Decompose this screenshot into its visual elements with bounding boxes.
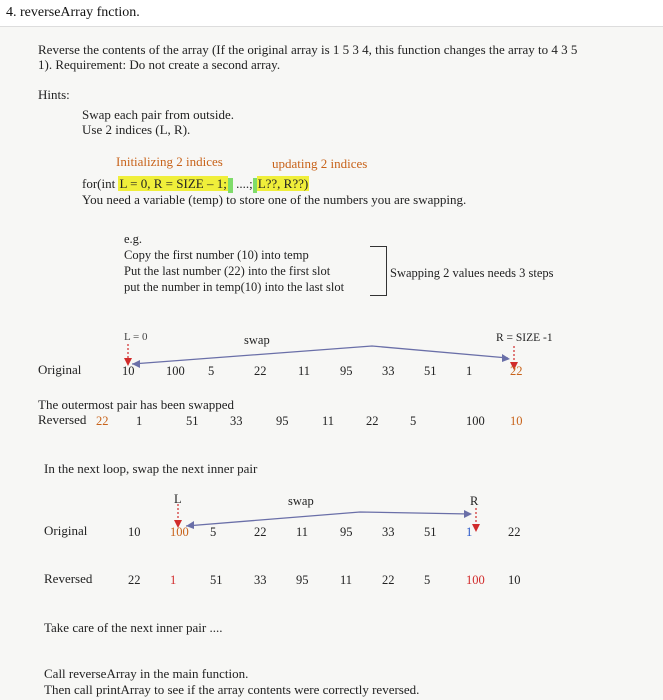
step-3: put the number in temp(10) into the last slot [124, 280, 345, 294]
r-label: R [470, 494, 479, 508]
for-update-highlight: L??, R??) [257, 176, 309, 191]
for-middle: ....; [232, 176, 253, 191]
array-cell: 51 [210, 573, 223, 587]
array-cell: 100 [166, 364, 185, 378]
array-cell: 100 [466, 414, 485, 428]
hint-swap-pairs: Swap each pair from outside. [82, 107, 234, 122]
updating-label: updating 2 indices [272, 156, 368, 171]
array-cell: 33 [382, 525, 395, 539]
array-cell: 95 [296, 573, 309, 587]
description-line-1: Reverse the contents of the array (If the original array is 1 5 3 4, this function changes the array to 4 3 5 [38, 42, 578, 57]
array-cell: 1 [466, 525, 473, 539]
array-cell: 22 [366, 414, 379, 428]
take-care-note: Take care of the next inner pair .... [44, 620, 223, 635]
reversed-label-2: Reversed [44, 571, 93, 586]
call-reverse-note: Call reverseArray in the main function. [44, 666, 249, 681]
array-cell: 22 [510, 364, 523, 378]
array-cell: 22 [96, 414, 109, 428]
array-cell: 51 [424, 364, 437, 378]
swap-label-2: swap [288, 494, 314, 508]
array-cell: 5 [410, 414, 417, 428]
eg-label: e.g. [124, 232, 143, 246]
array-cell: 10 [128, 525, 141, 539]
next-loop-note: In the next loop, swap the next inner pair [44, 461, 258, 476]
hints-label: Hints: [38, 87, 70, 102]
step-2: Put the last number (22) into the first slot [124, 264, 331, 278]
array-cell: 1 [170, 573, 177, 587]
original-label-2: Original [44, 523, 88, 538]
step-1: Copy the first number (10) into temp [124, 248, 309, 262]
array-cell: 10 [508, 573, 521, 587]
array-cell: 11 [322, 414, 335, 428]
original-label-1: Original [38, 362, 82, 377]
array-cell: 11 [296, 525, 309, 539]
array-cell: 5 [210, 525, 217, 539]
array-cell: 1 [136, 414, 143, 428]
array-cell: 51 [186, 414, 199, 428]
array-cell: 33 [254, 573, 267, 587]
array-cell: 22 [254, 525, 267, 539]
array-cell: 10 [510, 414, 523, 428]
array-cell: 11 [340, 573, 353, 587]
temp-note: You need a variable (temp) to store one of the numbers you are swapping. [82, 192, 467, 207]
hint-two-indices: Use 2 indices (L, R). [82, 122, 191, 137]
initializing-label: Initializing 2 indices [116, 154, 223, 169]
array-cell: 51 [424, 525, 437, 539]
swap-label-1: swap [244, 333, 270, 347]
array-cell: 22 [508, 525, 521, 539]
call-print-note: Then call printArray to see if the array contents were correctly reversed. [44, 682, 420, 697]
array-cell: 10 [122, 364, 135, 378]
l-label: L [174, 492, 182, 506]
array-cell: 5 [424, 573, 431, 587]
r-size-label: R = SIZE -1 [496, 332, 553, 344]
array-cell: 33 [382, 364, 395, 378]
array-cell: 22 [128, 573, 141, 587]
reversed-label-1: Reversed [38, 412, 87, 427]
array-cell: 95 [340, 525, 353, 539]
swap-steps-note: Swapping 2 values needs 3 steps [390, 266, 554, 280]
array-cell: 95 [276, 414, 289, 428]
array-cell: 22 [382, 573, 395, 587]
for-prefix: for(int [82, 176, 119, 191]
array-cell: 33 [230, 414, 243, 428]
array-cell: 100 [170, 525, 189, 539]
array-cell: 5 [208, 364, 215, 378]
description-line-2: 1). Requirement: Do not create a second array. [38, 57, 281, 72]
array-cell: 1 [466, 364, 473, 378]
question-title: 4. reverseArray fnction. [6, 5, 140, 20]
outermost-note: The outermost pair has been swapped [38, 397, 235, 412]
array-cell: 100 [466, 573, 485, 587]
array-cell: 95 [340, 364, 353, 378]
l-zero-label: L = 0 [124, 331, 148, 343]
for-init-highlight: L = 0, R = SIZE – 1; [119, 176, 227, 191]
array-cell: 11 [298, 364, 311, 378]
array-cell: 22 [254, 364, 267, 378]
